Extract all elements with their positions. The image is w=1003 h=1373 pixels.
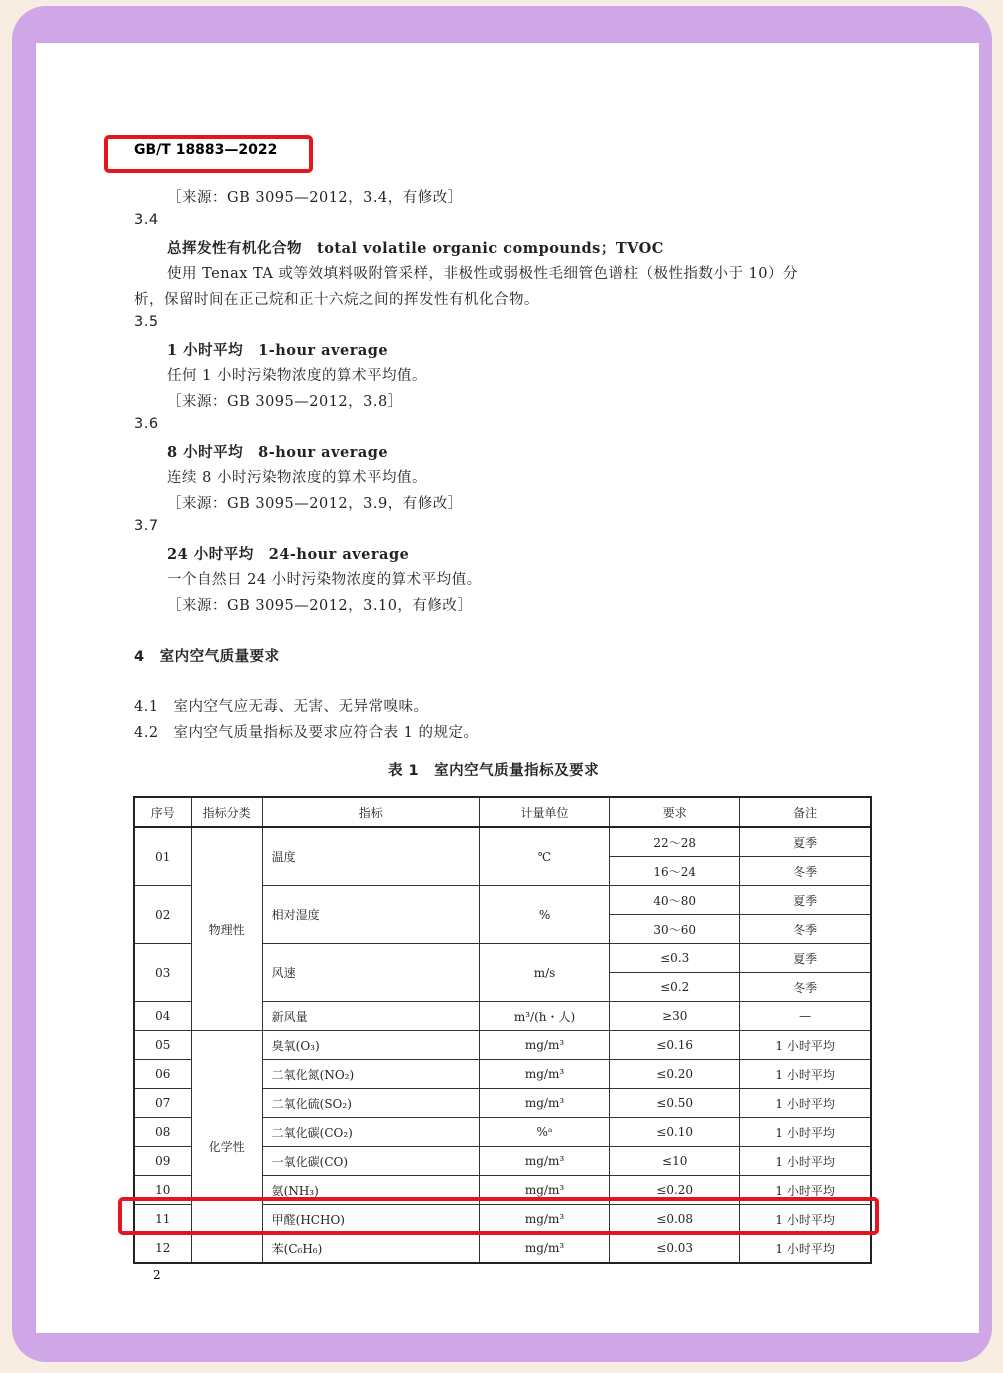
clause-3-5-definition: 任何 1 小时污染物浓度的算术平均值。 xyxy=(167,368,427,384)
highlight-formaldehyde-row xyxy=(118,1197,879,1235)
category-chemical: 化学性 xyxy=(191,1031,262,1264)
requirement: 16～24 xyxy=(610,857,740,886)
header-index: 序号 xyxy=(134,797,191,827)
unit: m/s xyxy=(479,944,609,1002)
indicator-name: 氨(NH₃) xyxy=(262,1176,479,1205)
note: 1 小时平均 xyxy=(740,1031,871,1060)
unit: mg/m³ xyxy=(479,1147,609,1176)
unit: mg/m³ xyxy=(479,1060,609,1089)
note: — xyxy=(740,1002,871,1031)
clause-3-7-term: 24 小时平均 24-hour average xyxy=(167,546,410,563)
clause-3-4-definition-line2: 析，保留时间在正己烷和正十六烷之间的挥发性有机化合物。 xyxy=(134,292,539,308)
clause-3-4-number: 3.4 xyxy=(134,212,159,228)
header-note: 备注 xyxy=(740,797,871,827)
note: 夏季 xyxy=(740,827,871,857)
source-note-3-4: ［来源：GB 3095—2012，3.4，有修改］ xyxy=(167,190,463,206)
row-index: 06 xyxy=(134,1060,191,1089)
clause-3-4-term: 总挥发性有机化合物 total volatile organic compounds；TVOC xyxy=(167,240,664,257)
clause-4-2: 4.2 室内空气质量指标及要求应符合表 1 的规定。 xyxy=(134,725,479,741)
highlight-standard-number xyxy=(104,135,313,173)
clause-3-6-definition: 连续 8 小时污染物浓度的算术平均值。 xyxy=(167,470,427,486)
indicator-name: 温度 xyxy=(262,827,479,886)
clause-3-6-term: 8 小时平均 8-hour average xyxy=(167,444,389,461)
row-index: 09 xyxy=(134,1147,191,1176)
note: 夏季 xyxy=(740,886,871,915)
indicator-name: 苯(C₆H₆) xyxy=(262,1234,479,1264)
note: 冬季 xyxy=(740,857,871,886)
requirement: 30～60 xyxy=(610,915,740,944)
note: 夏季 xyxy=(740,944,871,973)
note: 1 小时平均 xyxy=(740,1234,871,1264)
clause-3-6-source: ［来源：GB 3095—2012，3.9，有修改］ xyxy=(167,496,463,512)
header-category: 指标分类 xyxy=(191,797,262,827)
unit: mg/m³ xyxy=(479,1205,609,1234)
table-header-row xyxy=(134,797,871,827)
unit: mg/m³ xyxy=(479,1176,609,1205)
note: 1 小时平均 xyxy=(740,1118,871,1147)
row-index: 01 xyxy=(134,827,191,886)
unit: mg/m³ xyxy=(479,1031,609,1060)
indicator-name: 臭氧(O₃) xyxy=(262,1031,479,1060)
document-page xyxy=(36,43,979,1333)
requirement: ≤0.2 xyxy=(610,973,740,1002)
unit: m³/(h・人) xyxy=(479,1002,609,1031)
note: 冬季 xyxy=(740,915,871,944)
requirement: ≥30 xyxy=(610,1002,740,1031)
row-index: 02 xyxy=(134,886,191,944)
requirement: ≤0.10 xyxy=(610,1118,740,1147)
clause-3-5-term: 1 小时平均 1-hour average xyxy=(167,342,389,359)
clause-3-6-number: 3.6 xyxy=(134,416,159,432)
clause-3-7-number: 3.7 xyxy=(134,518,159,534)
row-index: 11 xyxy=(134,1205,191,1234)
unit: % xyxy=(479,886,609,944)
clause-3-5-number: 3.5 xyxy=(134,314,159,330)
air-quality-table xyxy=(133,796,872,1264)
indicator-name: 风速 xyxy=(262,944,479,1002)
indicator-name: 二氧化氮(NO₂) xyxy=(262,1060,479,1089)
requirement: 22～28 xyxy=(610,827,740,857)
requirement: ≤0.20 xyxy=(610,1060,740,1089)
requirement: ≤0.08 xyxy=(610,1205,740,1234)
note: 1 小时平均 xyxy=(740,1060,871,1089)
page-number: 2 xyxy=(153,1268,161,1282)
unit: %ᵃ xyxy=(479,1118,609,1147)
unit: mg/m³ xyxy=(479,1234,609,1264)
clause-3-7-source: ［来源：GB 3095—2012，3.10，有修改］ xyxy=(167,598,473,614)
indicator-name: 新风量 xyxy=(262,1002,479,1031)
requirement: ≤0.3 xyxy=(610,944,740,973)
header-requirement: 要求 xyxy=(610,797,740,827)
table-caption: 表 1 室内空气质量指标及要求 xyxy=(388,763,600,779)
row-index: 05 xyxy=(134,1031,191,1060)
header-indicator: 指标 xyxy=(262,797,479,827)
indicator-name: 二氧化碳(CO₂) xyxy=(262,1118,479,1147)
indicator-name: 一氧化碳(CO) xyxy=(262,1147,479,1176)
clause-3-7-definition: 一个自然日 24 小时污染物浓度的算术平均值。 xyxy=(167,572,482,588)
header-unit: 计量单位 xyxy=(479,797,609,827)
note: 1 小时平均 xyxy=(740,1205,871,1234)
requirement: ≤0.20 xyxy=(610,1176,740,1205)
table-row xyxy=(134,827,871,857)
note: 1 小时平均 xyxy=(740,1147,871,1176)
unit: ℃ xyxy=(479,827,609,886)
table-row xyxy=(134,1031,871,1060)
row-index: 10 xyxy=(134,1176,191,1205)
requirement: 40～80 xyxy=(610,886,740,915)
standard-number: GB/T 18883—2022 xyxy=(134,142,278,158)
clause-3-4-definition-line1: 使用 Tenax TA 或等效填料吸附管采样，非极性或弱极性毛细管色谱柱（极性指数小于 10）分 xyxy=(167,266,799,282)
indicator-name: 相对湿度 xyxy=(262,886,479,944)
row-index: 03 xyxy=(134,944,191,1002)
row-index: 04 xyxy=(134,1002,191,1031)
row-index: 08 xyxy=(134,1118,191,1147)
row-index: 07 xyxy=(134,1089,191,1118)
note: 冬季 xyxy=(740,973,871,1002)
note: 1 小时平均 xyxy=(740,1089,871,1118)
indicator-name: 二氧化硫(SO₂) xyxy=(262,1089,479,1118)
clause-4-1: 4.1 室内空气应无毒、无害、无异常嗅味。 xyxy=(134,699,429,715)
unit: mg/m³ xyxy=(479,1089,609,1118)
requirement: ≤0.16 xyxy=(610,1031,740,1060)
row-index: 12 xyxy=(134,1234,191,1264)
clause-3-5-source: ［来源：GB 3095—2012，3.8］ xyxy=(167,394,403,410)
indicator-name: 甲醛(HCHO) xyxy=(262,1205,479,1234)
requirement: ≤10 xyxy=(610,1147,740,1176)
category-physical: 物理性 xyxy=(191,827,262,1031)
section-4-heading: 4 室内空气质量要求 xyxy=(134,649,280,665)
note: 1 小时平均 xyxy=(740,1176,871,1205)
requirement: ≤0.03 xyxy=(610,1234,740,1264)
requirement: ≤0.50 xyxy=(610,1089,740,1118)
